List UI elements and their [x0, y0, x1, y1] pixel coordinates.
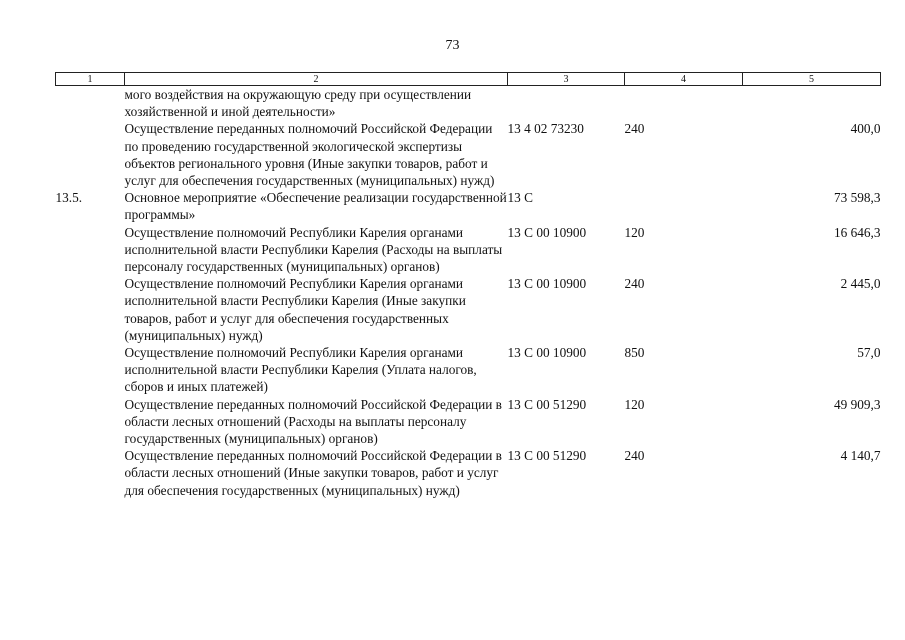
table-row — [56, 447, 881, 499]
column-number-header — [56, 73, 881, 86]
row-code — [508, 86, 625, 121]
row-expense-type: 240 — [624, 276, 645, 292]
row-number — [56, 344, 125, 396]
row-code: 13 С 00 10900 — [507, 345, 587, 361]
row-number — [56, 120, 125, 189]
row-code: 13 С 00 51290 — [507, 396, 587, 412]
row-number: 13.5. — [55, 190, 83, 206]
column-header: 2 — [125, 73, 508, 86]
row-code: 13 С — [507, 190, 533, 206]
row-name: Осуществление переданных полномочий Российской Федерации в области лесных отношений (Иные закупки товаров, работ и услуг для обеспечения государственных (муниципальных) нужд) — [124, 448, 502, 498]
row-sum: 16 646,3 — [833, 224, 881, 240]
table-row — [56, 189, 881, 223]
row-name: Осуществление полномочий Республики Карелия органами исполнительной власти Республики Карелия (Уплата налогов, сборов и иных платежей) — [124, 345, 477, 395]
row-expense-type: 240 — [624, 121, 645, 137]
row-expense-type: 850 — [624, 345, 645, 361]
row-expense-type — [625, 86, 743, 121]
column-header: 4 — [625, 73, 743, 86]
budget-table — [55, 72, 881, 499]
table-row — [56, 396, 881, 448]
page-number: 73 — [445, 38, 460, 53]
row-number — [56, 447, 125, 499]
row-code: 13 С 00 10900 — [507, 224, 587, 240]
row-sum: 4 140,7 — [840, 448, 881, 464]
row-name: Основное мероприятие «Обеспечение реализации государственной программы» — [124, 190, 507, 223]
row-name: Осуществление переданных полномочий Российской Федерации в области лесных отношений (Расходы на выплаты персоналу государственных (муниципальных) органов) — [124, 396, 502, 447]
table-row — [56, 275, 881, 344]
column-header: 5 — [743, 73, 881, 86]
row-code: 13 С 00 51290 — [507, 448, 587, 464]
row-code: 13 С 00 10900 — [507, 276, 587, 292]
row-expense-type — [625, 189, 743, 223]
row-sum: 57,0 — [857, 345, 881, 361]
row-number — [56, 86, 125, 121]
row-number — [56, 224, 125, 276]
row-sum: 73 598,3 — [833, 190, 881, 206]
row-number — [56, 396, 125, 448]
row-sum: 49 909,3 — [833, 396, 881, 412]
table-row — [56, 224, 881, 276]
row-sum — [743, 86, 881, 121]
row-sum: 2 445,0 — [840, 276, 881, 292]
table-row — [56, 120, 881, 189]
row-name: Осуществление полномочий Республики Карелия органами исполнительной власти Республики Карелия (Расходы на выплаты персоналу государственных (муниципальных) органов) — [124, 224, 503, 275]
row-name: Осуществление полномочий Республики Карелия органами исполнительной власти Республики Карелия (Иные закупки товаров, работ и услуг для обеспечения государственных (муниципальных) нужд) — [124, 276, 466, 343]
column-header: 3 — [508, 73, 625, 86]
row-name: мого воздействия на окружающую среду при осуществлении хозяйственной и иной деятельности» — [124, 87, 472, 120]
row-expense-type: 120 — [624, 224, 645, 240]
row-sum: 400,0 — [850, 121, 881, 137]
table-row — [56, 344, 881, 396]
column-header: 1 — [56, 73, 125, 86]
row-number — [56, 275, 125, 344]
row-name: Осуществление переданных полномочий Российской Федерации по проведению государственной экологической экспертизы объектов регионального уровня (Иные закупки товаров, работ и услуг для обеспечения государственных (муниципальных) нужд) — [124, 121, 495, 189]
table-row — [56, 86, 881, 121]
row-expense-type: 120 — [624, 396, 645, 412]
row-expense-type: 240 — [624, 448, 645, 464]
row-code: 13 4 02 73230 — [507, 121, 584, 137]
